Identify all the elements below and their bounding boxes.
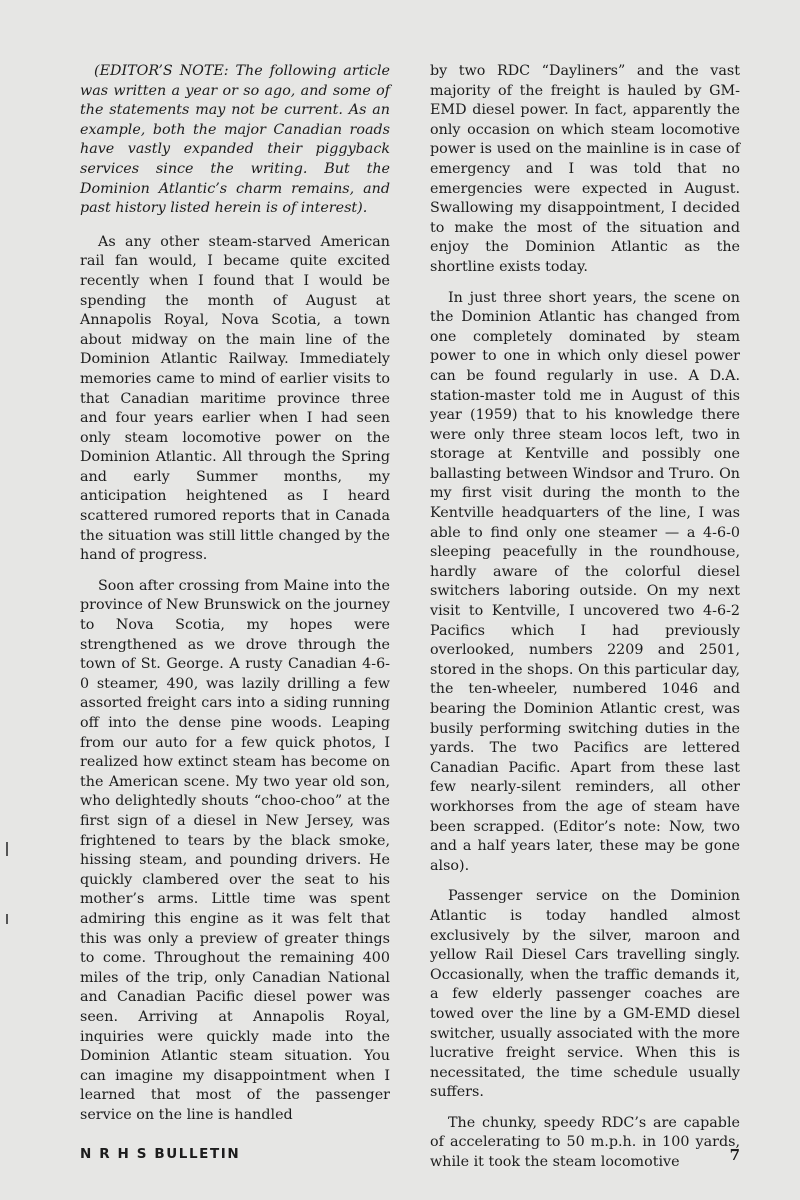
- publication-name: N R H S BULLETIN: [80, 1146, 241, 1162]
- left-column: [80, 62, 390, 1184]
- margin-mark: [6, 914, 8, 924]
- paragraph: In just three short years, the scene on the Dominion Atlantic has changed from one completely dominated by steam power to one in which only diesel power can be found regularly in use. A D.A. station-master told me in August of this year (1959) that to his knowledge there were only three steam locos left, two in storage at Kentville and possibly one ballasting between Windsor and Truro. On my first visit during the month to the Kentville headquarters of the line, I was able to find only one steamer — a 4-6-0 sleeping peacefully in the roundhouse, hardly aware of the colorful diesel switchers laboring outside. On my next visit to Kentville, I uncovered two 4-6-2 Pacifics which I had previously overlooked, numbers 2209 and 2501, stored in the shops. On this particular day, the ten-wheeler, numbered 1046 and bearing the Dominion Atlantic crest, was busily performing switching duties in the yards. The two Pacifics are lettered Canadian Pacific. Apart from these last few nearly-silent reminders, all other workhorses from the age of steam have been scrapped. (Editor’s note: Now, two and a half years later, these may be gone also).: [430, 289, 740, 874]
- paragraph-continued: by two RDC “Dayliners” and the vast majority of the freight is hauled by GM-EMD diesel power. In fact, apparently the only occasion on which steam locomotive power is used on the mainline is in case of emergency and I was told that no emergencies were expected in August. Swallowing my disappointment, I decided to make the most of the situation and enjoy the Dominion Atlantic as the shortline exists today.: [430, 63, 740, 275]
- paragraph: As any other steam-starved American rail fan would, I became quite excited recently when I found that I would be spending the month of August at Annapolis Royal, Nova Scotia, a town about midway on the main line of the Dominion Atlantic Railway. Immediately memories came to mind of earlier visits to that Canadian maritime province three and four years earlier when I had seen only steam locomotive power on the Dominion Atlantic. All through the Spring and early Summer months, my anticipation heightened as I heard scattered rumored reports that in Canada the situation was still little changed by the hand of progress.: [80, 233, 390, 564]
- page-footer: [80, 1146, 740, 1164]
- margin-mark: [6, 842, 8, 856]
- article-columns: [80, 62, 740, 1184]
- paragraph: The chunky, speedy RDC’s are capable of accelerating to 50 m.p.h. in 100 yards, while it took the steam locomotive: [430, 1114, 740, 1171]
- right-column: [430, 62, 740, 1184]
- paragraph: Passenger service on the Dominion Atlantic is today handled almost exclusively by the silver, maroon and yellow Rail Diesel Cars travelling singly. Occasionally, when the traffic demands it, a few elderly passenger coaches are towed over the line by a GM-EMD diesel switcher, usually associated with the more lucrative freight service. When this is necessitated, the time schedule usually suffers.: [430, 888, 740, 1101]
- page-number: 7: [729, 1146, 740, 1164]
- editor-note: (EDITOR’S NOTE: The following article was written a year or so ago, and some of the statements may not be current. As an example, both the major Canadian roads have vastly expanded their piggyback services since the writing. But the Dominion Atlantic’s charm remains, and past history listed herein is of interest).: [80, 63, 390, 217]
- paragraph: Soon after crossing from Maine into the province of New Brunswick on the journey to Nova Scotia, my hopes were strengthened as we drove through the town of St. George. A rusty Canadian 4-6-0 steamer, 490, was lazily drilling a few assorted freight cars into a siding running off into the dense pine woods. Leaping from our auto for a few quick photos, I realized how extinct steam has become on the American scene. My two year old son, who delightedly shouts “choo-choo” at the first sign of a diesel in New Jersey, was frightened to tears by the black smoke, hissing steam, and pounding drivers. He quickly clambered over the seat to his mother’s arms. Little time was spent admiring this engine as it was felt that this was only a preview of greater things to come. Throughout the remaining 400 miles of the trip, only Canadian National and Canadian Pacific diesel power was seen. Arriving at Annapolis Royal, inquiries were quickly made into the Dominion Atlantic steam situation. You can imagine my disappointment when I learned that most of the passenger service on the line is handled: [80, 577, 390, 1123]
